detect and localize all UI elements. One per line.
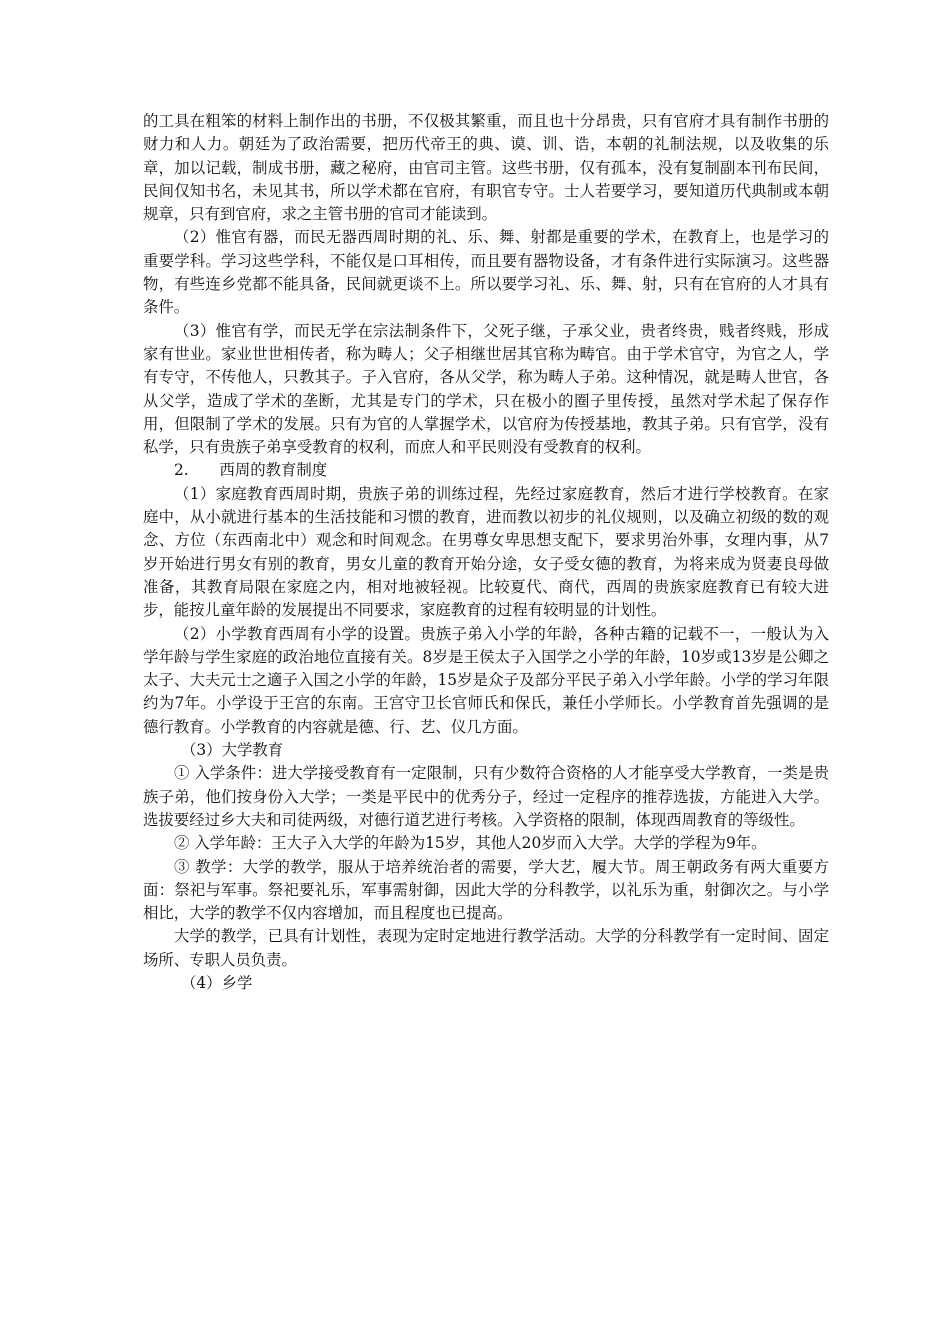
paragraph-family-education: （1）家庭教育西周时期，贵族子弟的训练过程，先经过家庭教育，然后才进行学校教育。在家庭中，从小就进行基本的生活技能和习惯的教育，进而教以初步的礼仪规则，以及确立初级的数的观念、方位（东西南北中）观念和时间观念。在男尊女卑思想支配下，要求男治外事，女理内事，从7岁开始进行男女有别的教育，男女儿童的教育开始分途，女子受女德的教育，为将来成为贤妻良母做准备，其教育局限在家庭之内，相对地被轻视。比较夏代、商代，西周的贵族家庭教育已有较大进步，能按儿童年龄的发展提出不同要求，家庭教育的过程有较明显的计划性。 <box>143 484 829 620</box>
paragraph-book-production: 的工具在粗笨的材料上制作出的书册，不仅极其繁重，而且也十分昂贵，只有官府才具有制作书册的财力和人力。朝廷为了政治需要，把历代帝王的典、谟、训、诰，本朝的礼制法规，以及收集的乐章，加以记载，制成书册，藏之秘府，由官司主管。这些书册，仅有孤本，没有复制副本刊布民间，民间仅知书名，未见其书，所以学术都在官府，有职官专守。士人若要学习，要知道历代典制或本朝规章，只有到官府，求之主管书册的官司才能读到。 <box>143 112 829 224</box>
paragraph-officials-own-instruments: （2）惟官有器，而民无器西周时期的礼、乐、舞、射都是重要的学术，在教育上，也是学习的重要学科。学习这些学科，不能仅是口耳相传，而且要有器物设备，才有条件进行实际演习。这些器物，有些连乡党都不能具备，民间就更谈不上。所以要学习礼、乐、舞、射，只有在官府的人才具有条件。 <box>143 228 829 317</box>
paragraph-admission-age: ② 入学年龄：王大子入大学的年龄为15岁，其他人20岁而入大学。大学的学程为9年。 <box>174 834 767 853</box>
subheading-university-education: （3）大学教育 <box>181 741 284 760</box>
section-heading-western-zhou-education-system: 2. 西周的教育制度 <box>174 461 328 480</box>
subheading-village-school: （4）乡学 <box>181 973 253 992</box>
paragraph-teaching-plan: 大学的教学，已具有计划性，表现为定时定地进行教学活动。大学的分科教学有一定时间、固定场所、专职人员负责。 <box>143 927 829 969</box>
paragraph-university-teaching: ③ 教学：大学的教学，服从于培养统治者的需要，学大艺，履大节。周王朝政务有两大重要方面：祭祀与军事。祭祀要礼乐，军事需射御，因此大学的分科教学，以礼乐为重，射御次之。与小学相比，大学的教学不仅内容增加，而且程度也已提高。 <box>143 857 829 923</box>
paragraph-admission-conditions: ① 入学条件：进大学接受教育有一定限制，只有少数符合资格的人才能享受大学教育，一类是贵族子弟，他们按身份入大学；一类是平民中的优秀分子，经过一定程序的推荐选拔，方能进入大学。选拔要经过乡大夫和司徒两级，对德行道艺进行考核。入学资格的限制，体现西周教育的等级性。 <box>143 764 829 829</box>
document-page <box>143 110 829 995</box>
paragraph-elementary-education: （2）小学教育西周有小学的设置。贵族子弟入小学的年龄，各种古籍的记载不一，一般认为入学年龄与学生家庭的政治地位直接有关。8岁是王侯太子入国学之小学的年龄，10岁或13岁是公卿之太子、大夫元士之適子入国之小学的年龄，15岁是众子及部分平民子弟入小学年龄。小学的学习年限约为7年。小学设于王宫的东南。王宫守卫长官师氏和保氏，兼任小学师长。小学教育首先强调的是德行教育。小学教育的内容就是德、行、艺、仪几方面。 <box>143 624 829 736</box>
paragraph-officials-own-learning: （3）惟官有学，而民无学在宗法制条件下，父死子继，子承父业，贵者终贵，贱者终贱，形成家有世业。家业世世相传者，称为畴人；父子相继世居其官称为畴官。由于学术官守，为官之人，学有专守，不传他人，只教其子。子入官府，各从父学，称为畴人子弟。这种情况，就是畴人世官，各从父学，造成了学术的垄断，尤其是专门的学术，只在极小的圈子里传授，虽然对学术起了保存作用，但限制了学术的发展。只有为官的人掌握学术，以官府为传授基地，教其子弟。只有官学，没有私学，只有贵族子弟享受教育的权利，而庶人和平民则没有受教育的权利。 <box>143 321 829 457</box>
